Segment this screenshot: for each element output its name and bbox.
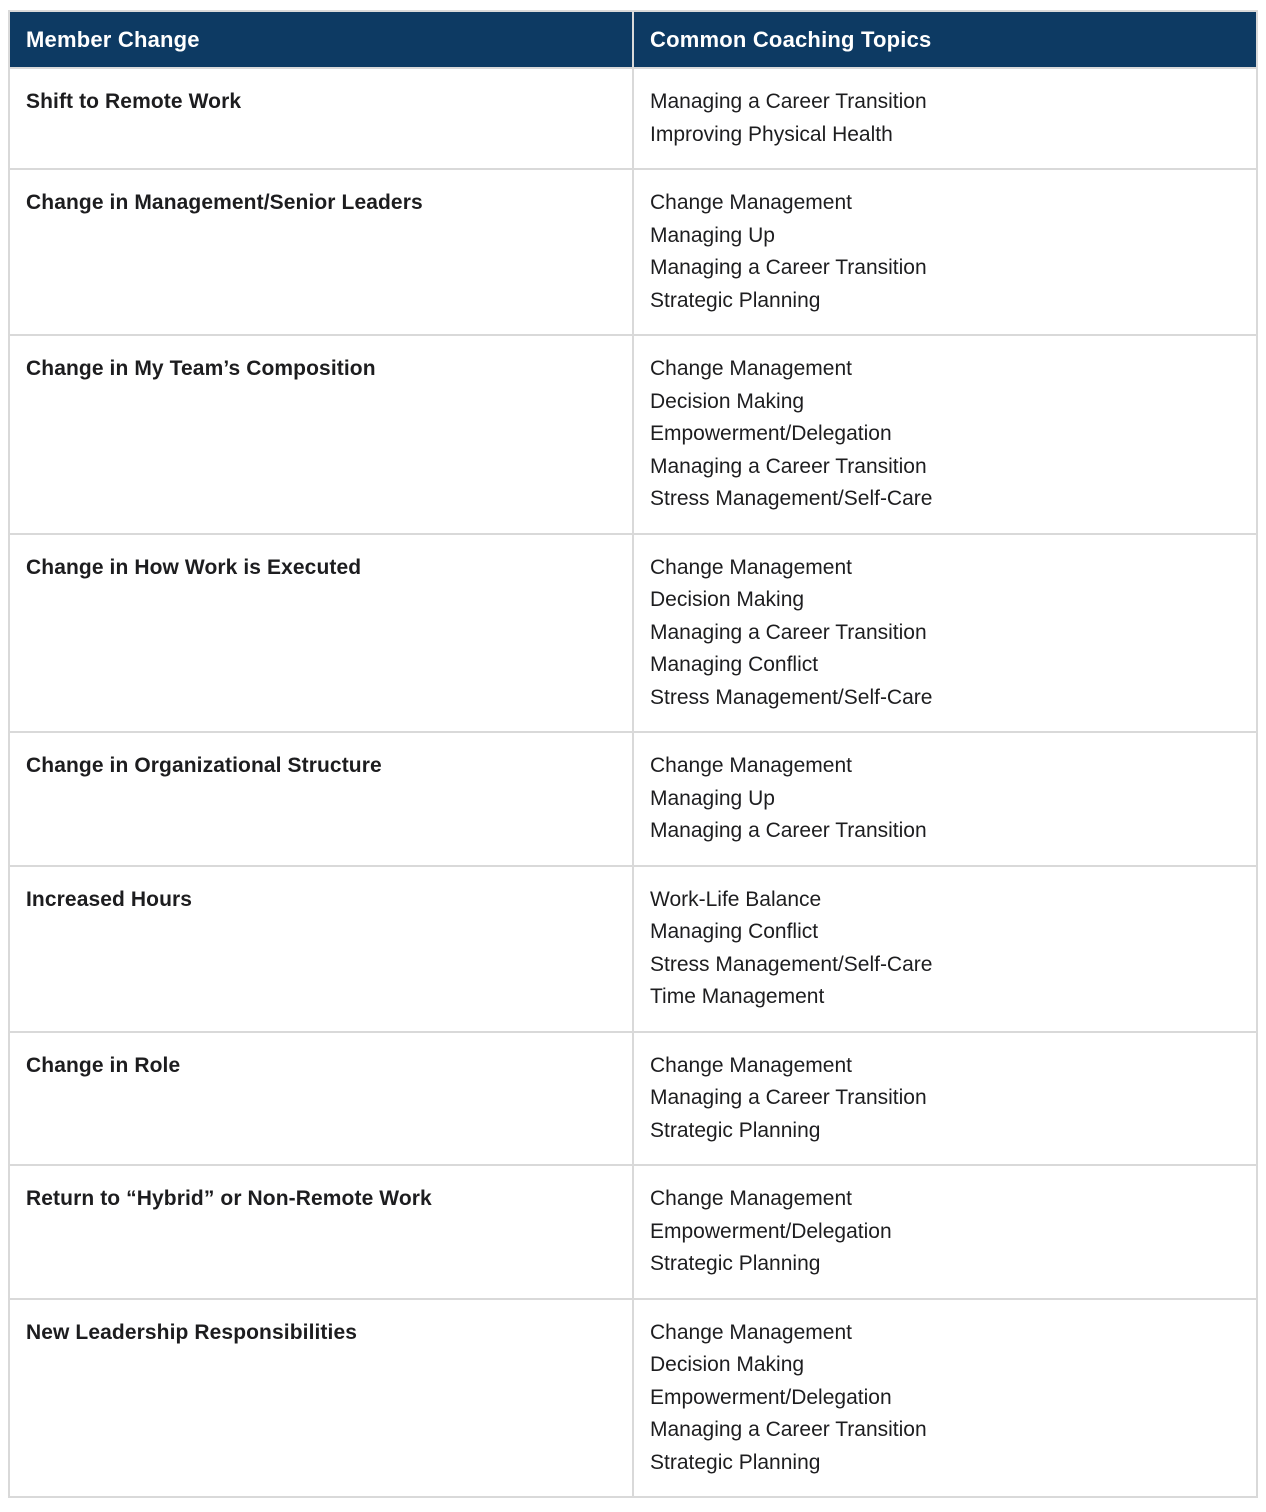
topic-item: Work-Life Balance (650, 887, 822, 911)
member-change-cell: Change in Organizational Structure (9, 732, 633, 866)
table-row (9, 1165, 1257, 1299)
topic-item: Managing a Career Transition (650, 454, 927, 478)
member-change-cell: Increased Hours (9, 866, 633, 1032)
member-change-cell: New Leadership Responsibilities (9, 1299, 633, 1498)
topic-item: Stress Management/Self-Care (650, 952, 933, 976)
table-row (9, 169, 1257, 335)
coaching-topics-cell (633, 866, 1257, 1032)
topic-item: Decision Making (650, 1353, 805, 1376)
topic-item: Change Management (650, 1320, 852, 1344)
topic-item: Managing Conflict (650, 920, 819, 943)
topic-item: Strategic Planning (650, 1450, 821, 1474)
topic-item: Managing a Career Transition (650, 1086, 927, 1109)
topic-item: Change Management (650, 555, 852, 579)
topic-item: Managing a Career Transition (650, 256, 927, 279)
coaching-topics-cell (633, 169, 1257, 335)
column-header-member-change: Member Change (9, 11, 633, 68)
coaching-topics-cell (633, 335, 1257, 534)
topic-item: Change Management (650, 191, 852, 214)
table-header-row (9, 11, 1257, 68)
member-change-cell: Shift to Remote Work (9, 68, 633, 169)
topic-item: Managing Conflict (650, 653, 819, 676)
table-row (9, 68, 1257, 169)
table-row (9, 335, 1257, 534)
table-row (9, 1032, 1257, 1166)
coaching-topics-cell (633, 68, 1257, 169)
topic-item: Empowerment/Delegation (650, 1219, 892, 1243)
topic-item: Managing a Career Transition (650, 620, 927, 644)
topic-item: Strategic Planning (650, 1252, 821, 1275)
topic-item: Change Management (650, 754, 852, 777)
topic-item: Decision Making (650, 389, 805, 413)
column-header-common-coaching-topics: Common Coaching Topics (633, 11, 1257, 68)
topic-item: Empowerment/Delegation (650, 422, 892, 445)
member-change-cell: Change in Management/Senior Leaders (9, 169, 633, 335)
topic-item: Decision Making (650, 588, 805, 611)
topic-item: Change Management (650, 357, 852, 380)
topic-item: Managing a Career Transition (650, 90, 927, 113)
member-change-cell: Change in Role (9, 1032, 633, 1166)
topic-item: Change Management (650, 1187, 852, 1210)
table-row (9, 732, 1257, 866)
table-row (9, 534, 1257, 733)
topic-item: Stress Management/Self-Care (650, 685, 933, 709)
topic-item: Time Management (650, 985, 825, 1008)
topic-item: Empowerment/Delegation (650, 1385, 892, 1409)
coaching-topics-table (8, 10, 1258, 1498)
table-row (9, 1299, 1257, 1498)
topic-item: Stress Management/Self-Care (650, 487, 933, 510)
topic-item: Strategic Planning (650, 1118, 821, 1142)
coaching-topics-cell (633, 1032, 1257, 1166)
topic-item: Improving Physical Health (650, 122, 893, 146)
topic-item: Strategic Planning (650, 288, 821, 312)
topic-item: Managing a Career Transition (650, 819, 927, 842)
coaching-topics-cell (633, 1299, 1257, 1498)
member-change-cell: Change in How Work is Executed (9, 534, 633, 733)
table-body (9, 68, 1257, 1497)
topic-item: Managing a Career Transition (650, 1418, 927, 1441)
topic-item: Managing Up (650, 223, 775, 247)
table-row (9, 866, 1257, 1032)
coaching-topics-cell (633, 1165, 1257, 1299)
member-change-cell: Return to “Hybrid” or Non-Remote Work (9, 1165, 633, 1299)
topic-item: Managing Up (650, 786, 775, 810)
coaching-topics-cell (633, 534, 1257, 733)
coaching-topics-cell (633, 732, 1257, 866)
member-change-cell: Change in My Team’s Composition (9, 335, 633, 534)
topic-item: Change Management (650, 1053, 852, 1077)
